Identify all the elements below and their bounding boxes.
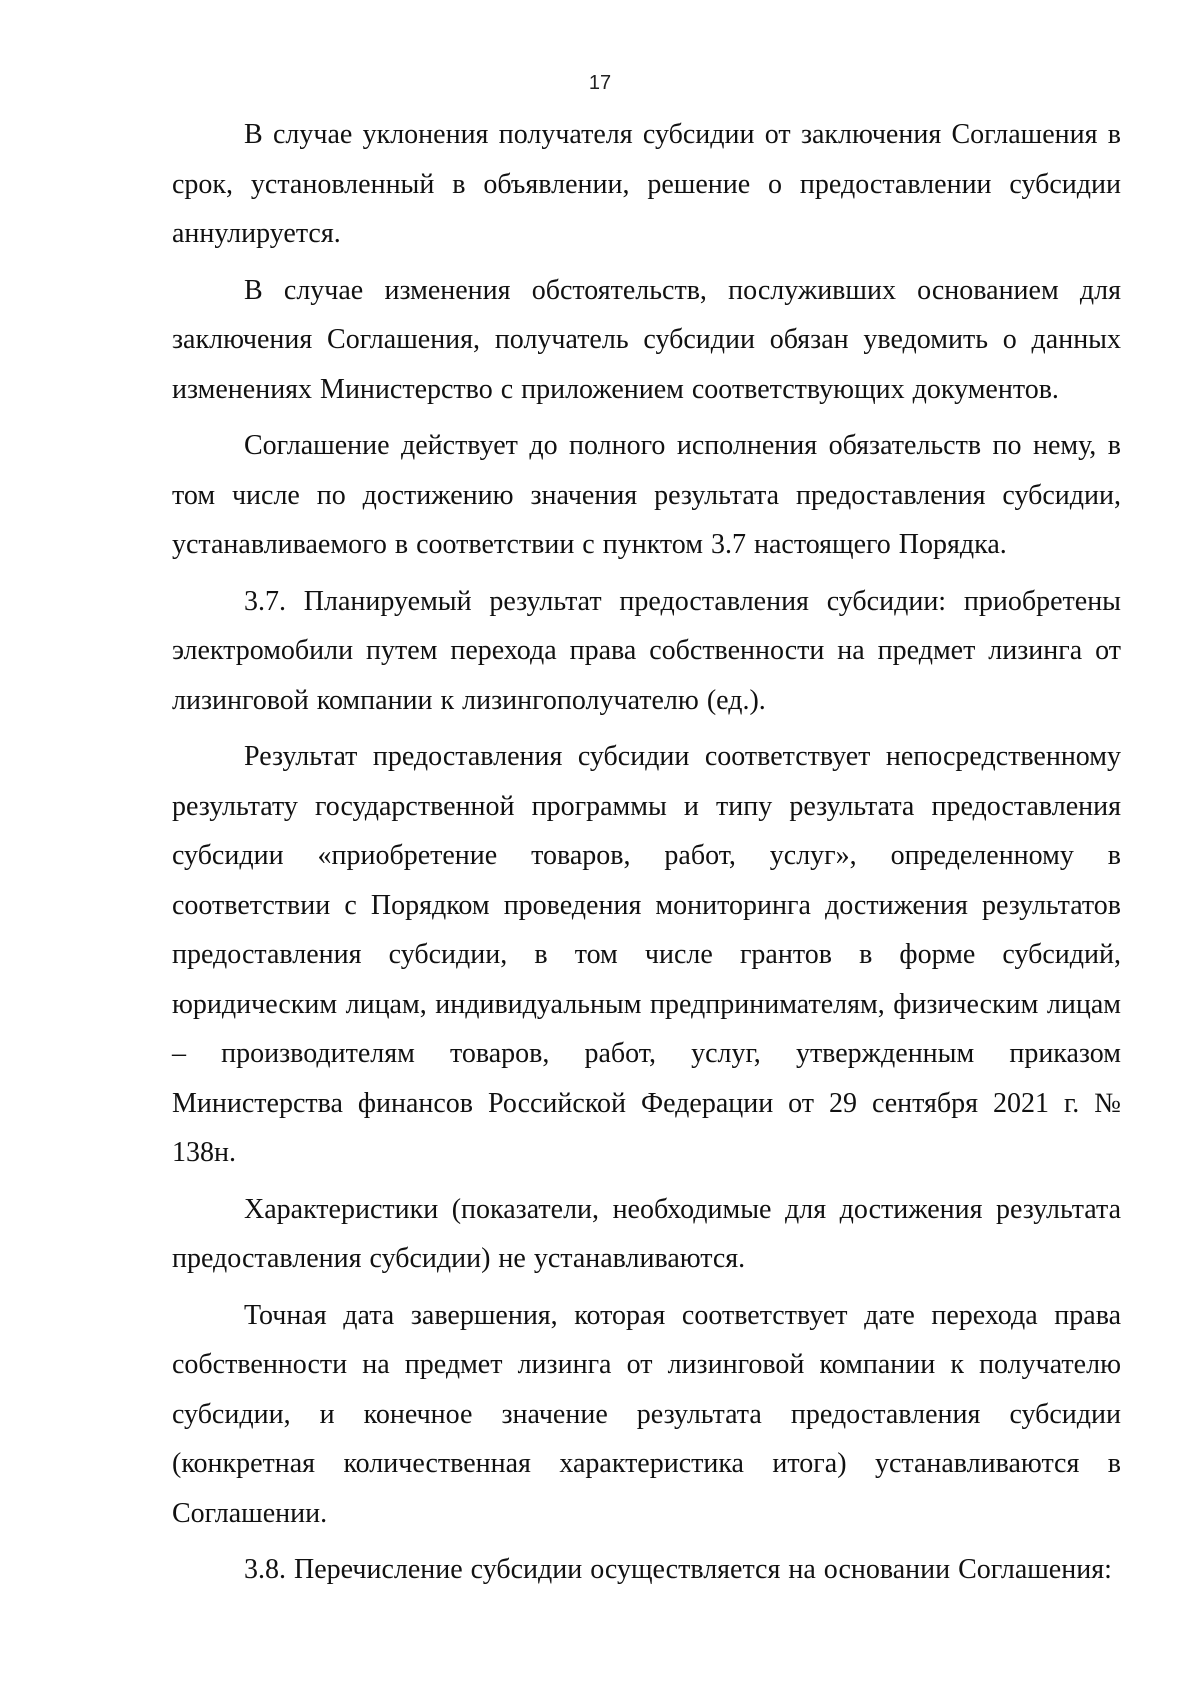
paragraph-agreement-validity: Соглашение действует до полного исполнения обязательств по нему, в том числе по достижению значения результата предоставления субсидии, устанавливаемого в соответствии с пунктом 3.7 настоящего Порядка. — [172, 430, 1121, 560]
paragraph-result-compliance: Результат предоставления субсидии соответствует непосредственному результату государственной программы и типу результата предоставления субсидии «приобретение товаров, работ, услуг», определенному в соответствии с Порядком проведения мониторинга достижения результатов предоставления субсидии, в том числе грантов в форме субсидий, юридическим лицам, индивидуальным предпринимателям, физическим лицам – производителям товаров, работ, услуг, утвержденным приказом Министерства финансов Российской Федерации от 29 сентября 2021 г. № 138н. — [172, 741, 1121, 1168]
paragraph-section-3-7: 3.7. Планируемый результат предоставления субсидии: приобретены электромобили путем перехода права собственности на предмет лизинга от лизинговой компании к лизингополучателю (ед.). — [172, 585, 1121, 716]
paragraph-contract-evasion: В случае уклонения получателя субсидии от заключения Соглашения в срок, установленный в объявлении, решение о предоставлении субсидии аннулируется. — [172, 119, 1121, 249]
page-number: 17 — [588, 72, 612, 94]
paragraph-characteristics: Характеристики (показатели, необходимые для достижения результата предоставления субсидии) не устанавливаются. — [172, 1193, 1121, 1274]
paragraph-circumstances-change: В случае изменения обстоятельств, послуживших основанием для заключения Соглашения, получатель субсидии обязан уведомить о данных изменениях Министерство с приложением соответствующих документов. — [172, 274, 1121, 405]
document-body — [172, 110, 1121, 1602]
paragraph-completion-date: Точная дата завершения, которая соответствует дате перехода права собственности на предмет лизинга от лизинговой компании к получателю субсидии, и конечное значение результата предоставления субсидии (конкретная количественная характеристика итога) устанавливаются в Соглашении. — [172, 1299, 1121, 1529]
paragraph-section-3-8: 3.8. Перечисление субсидии осуществляется на основании Соглашения: — [244, 1554, 1112, 1585]
